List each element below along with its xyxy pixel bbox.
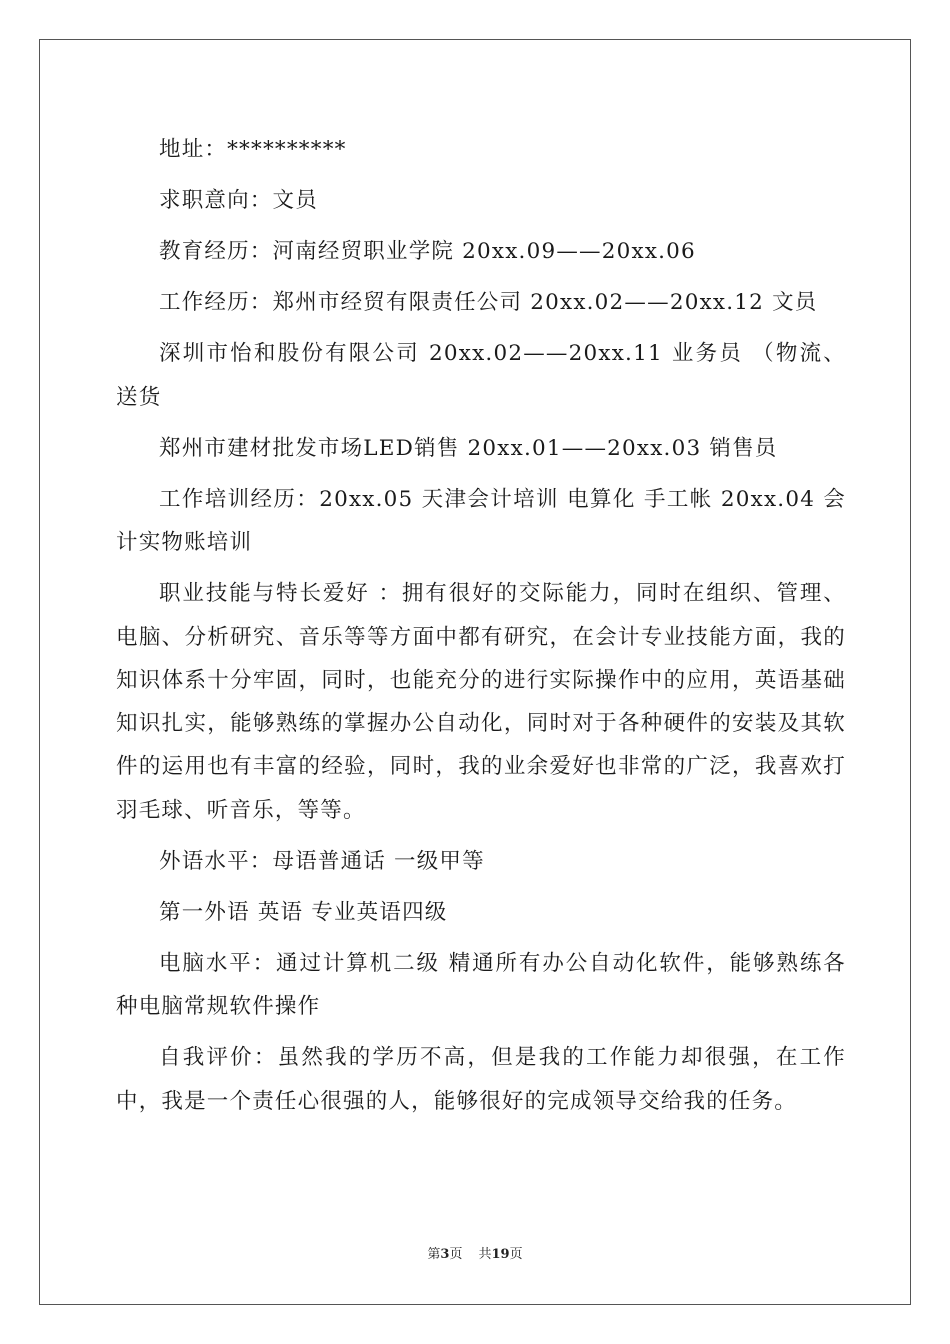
training-line: 工作培训经历：20xx.05 天津会计培训 电算化 手工帐 20xx.04 会计实物账培训	[116, 486, 846, 556]
work-experience-line: 工作经历：郑州市经贸有限责任公司 20xx.02——20xx.12 文员	[159, 290, 818, 316]
language-line: 外语水平：母语普通话 一级甲等	[159, 848, 485, 874]
foreign-language-line: 第一外语 英语 专业英语四级	[159, 899, 448, 925]
job-intention-line: 求职意向：文员	[159, 188, 318, 214]
page-prefix: 第	[427, 1247, 441, 1262]
document-body	[116, 128, 846, 1131]
skills-paragraph: 职业技能与特长爱好 ：拥有很好的交际能力，同时在组织、管理、电脑、分析研究、音乐等等方面中都有研究，在会计专业技能方面，我的知识体系十分牢固，同时，也能充分的进行实际操作中的应用，英语基础知识扎实，能够熟练的掌握办公自动化，同时对于各种硬件的安装及其软件的运用也有丰富的经验，同时，我的业余爱好也非常的广泛，我喜欢打羽毛球、听音乐，等等。	[116, 581, 846, 823]
page-number: 3	[440, 1247, 450, 1262]
address-line: 地址：**********	[159, 137, 347, 162]
computer-skill-line: 电脑水平：通过计算机二级 精通所有办公自动化软件，能够熟练各种电脑常规软件操作	[116, 951, 846, 1020]
page-footer	[0, 1246, 950, 1264]
page-suffix: 页	[449, 1247, 463, 1262]
self-evaluation-paragraph: 自我评价：虽然我的学历不高，但是我的工作能力却很强，在工作中，我是一个责任心很强的人，能够很好的完成领导交给我的任务。	[116, 1045, 846, 1114]
total-pages: 19	[491, 1247, 510, 1262]
total-suffix: 页	[509, 1247, 523, 1262]
education-line: 教育经历：河南经贸职业学院 20xx.09——20xx.06	[159, 239, 696, 265]
total-prefix: 共	[478, 1247, 492, 1262]
work-experience-line-3: 郑州市建材批发市场LED销售 20xx.01——20xx.03 销售员	[159, 435, 778, 461]
work-experience-line-2: 深圳市怡和股份有限公司 20xx.02——20xx.11 业务员 （物流、送货	[116, 341, 846, 410]
